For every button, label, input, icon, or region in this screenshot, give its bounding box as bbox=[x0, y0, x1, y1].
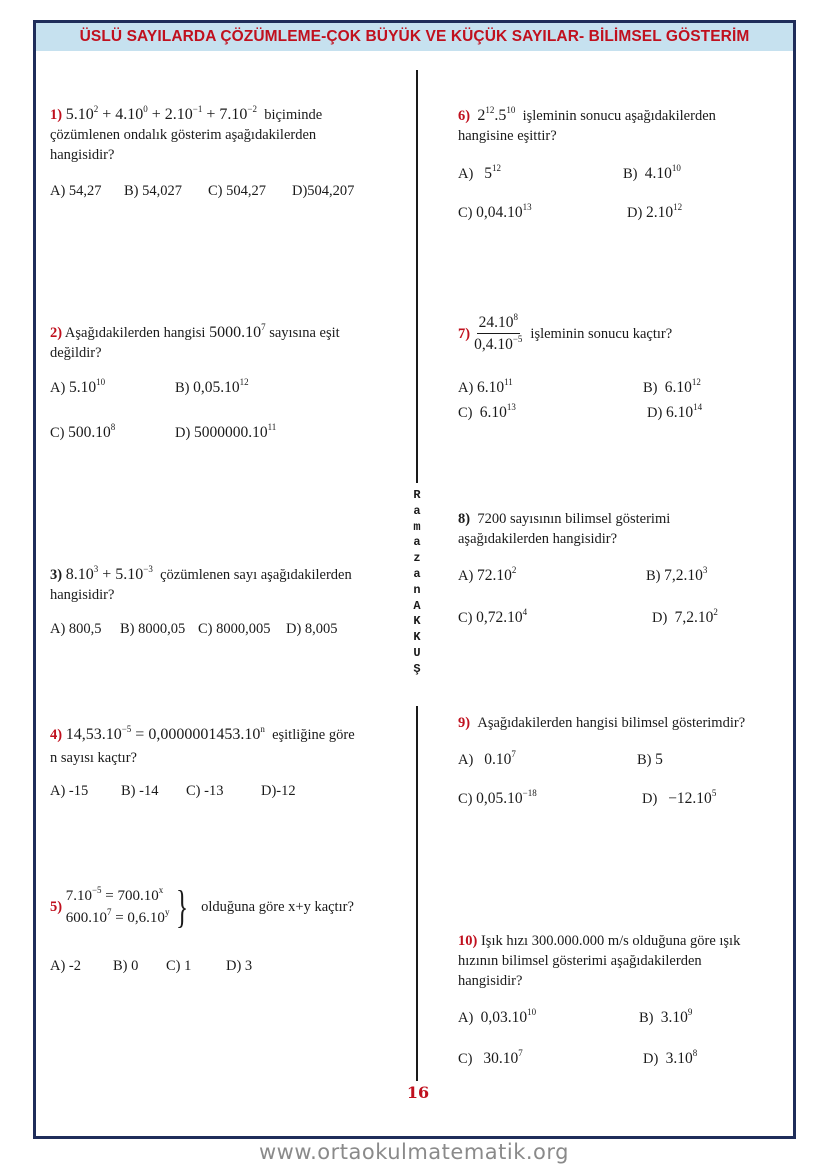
page-title: ÜSLÜ SAYILARDA ÇÖZÜMLEME-ÇOK BÜYÜK VE KÜÇÜK SAYILAR- BİLİMSEL GÖSTERİM bbox=[79, 28, 750, 45]
author-letter: R bbox=[413, 488, 421, 502]
question-5 bbox=[50, 881, 410, 932]
option-d[interactable]: D) 3 bbox=[226, 958, 253, 974]
question-text: değildir? bbox=[50, 345, 102, 361]
option-c[interactable]: C) 504,27 bbox=[208, 183, 266, 199]
question-3 bbox=[50, 565, 410, 605]
option-a[interactable]: A) -2 bbox=[50, 958, 82, 974]
option-c[interactable]: C) 500.10$^8$ bbox=[50, 422, 116, 441]
question-10 bbox=[458, 931, 798, 991]
question-number: 7) bbox=[458, 325, 471, 342]
author-letter: A bbox=[413, 598, 421, 613]
author-letter: n bbox=[413, 582, 421, 597]
option-d[interactable]: D) 6.10$^{14}$ bbox=[647, 402, 703, 421]
question-expression: $8.10^3 + 5.10^{-3}$ bbox=[65, 564, 153, 583]
question-number: 5) bbox=[50, 899, 63, 915]
option-d[interactable]: D) 3.10$^8$ bbox=[643, 1048, 698, 1067]
option-c[interactable]: C) 0,72.10$^4$ bbox=[458, 607, 528, 626]
question-text: çözümlenen ondalık gösterim aşağıdakilerden bbox=[50, 127, 317, 143]
column-divider-bottom bbox=[416, 706, 418, 1081]
footer-website[interactable]: www.ortaokulmatematik.org bbox=[258, 1140, 570, 1164]
author-letter: a bbox=[413, 535, 421, 550]
question-number: 10) bbox=[458, 933, 478, 949]
question-text: aşağıdakilerden hangisidir? bbox=[458, 531, 618, 547]
option-d[interactable]: D) 5000000.10$^{11}$ bbox=[175, 422, 277, 441]
question-expression: $14,53.10^{-5} = 0,0000001453.10^n$ bbox=[65, 724, 265, 743]
question-9 bbox=[458, 713, 798, 733]
question-text: n sayısı kaçtır? bbox=[50, 750, 137, 766]
option-a[interactable]: A) 0,03.10$^{10}$ bbox=[458, 1007, 537, 1026]
question-1 bbox=[50, 105, 410, 165]
question-number: 1) bbox=[50, 107, 63, 123]
question-number: 6) bbox=[458, 108, 471, 124]
author-letter: K bbox=[413, 630, 421, 645]
option-a[interactable]: A) -15 bbox=[50, 783, 89, 799]
title-band bbox=[36, 23, 793, 51]
question-expression: $2^{12}.5^{10}$ bbox=[477, 105, 516, 124]
option-d[interactable]: D) 7,2.10$^2$ bbox=[652, 607, 718, 626]
question-text: işleminin sonucu aşağıdakilerden bbox=[522, 108, 716, 124]
page-frame bbox=[33, 20, 796, 1139]
author-letter: a bbox=[413, 566, 421, 581]
option-b[interactable]: B) 8000,05 bbox=[120, 621, 186, 637]
question-text: hızının bilimsel gösterimi aşağıdakilerden bbox=[458, 953, 702, 969]
option-b[interactable]: B) 5 bbox=[637, 751, 663, 768]
option-d[interactable]: D)-12 bbox=[261, 783, 296, 799]
author-letter: Ş bbox=[413, 661, 421, 676]
option-c[interactable]: C) 30.10$^7$ bbox=[458, 1048, 523, 1067]
question-text: hangisidir? bbox=[50, 587, 115, 603]
question-expression: $5.10^2 + 4.10^0 + 2.10^{-1} + 7.10^{-2}$ bbox=[65, 104, 257, 123]
question-text: çözümlenen sayı aşağıdakilerden bbox=[160, 567, 352, 583]
option-b[interactable]: B) 54,027 bbox=[124, 183, 182, 199]
option-d[interactable]: D)504,207 bbox=[292, 183, 355, 199]
question-expression: 5000.10$^7$ bbox=[209, 322, 266, 341]
option-b[interactable]: B) 0,05.10$^{12}$ bbox=[175, 377, 249, 396]
option-d[interactable]: D) 2.10$^{12}$ bbox=[627, 202, 683, 221]
option-d[interactable]: D) $-12.10^5$ bbox=[642, 788, 717, 807]
question-text: 7200 sayısının bilimsel gösterimi bbox=[477, 511, 671, 527]
author-vertical-name bbox=[408, 488, 426, 678]
option-b[interactable]: B) 3.10$^9$ bbox=[639, 1007, 693, 1026]
question-4 bbox=[50, 725, 415, 768]
question-number: 8) bbox=[458, 511, 471, 527]
page-number: 16 bbox=[406, 1083, 430, 1102]
option-a[interactable]: A) $5^{12}$ bbox=[458, 163, 501, 182]
option-a[interactable]: A) 72.10$^2$ bbox=[458, 565, 517, 584]
question-7 bbox=[458, 313, 788, 354]
option-a[interactable]: A) 800,5 bbox=[50, 621, 102, 637]
option-a[interactable]: A) 54,27 bbox=[50, 183, 102, 199]
question-text: eşitliğine göre bbox=[272, 727, 355, 743]
question-2 bbox=[50, 323, 410, 363]
option-c[interactable]: C) 1 bbox=[166, 958, 192, 974]
option-c[interactable]: C) -13 bbox=[186, 783, 224, 799]
option-c[interactable]: C) $0,05.10^{-18}$ bbox=[458, 788, 537, 807]
question-text: Işık hızı 300.000.000 m/s olduğuna göre ışık bbox=[480, 933, 741, 949]
question-text: hangisidir? bbox=[50, 147, 115, 163]
question-text: hangisidir? bbox=[458, 973, 523, 989]
option-b[interactable]: B) -14 bbox=[121, 783, 159, 799]
equation-system: $7.10^{-5} = 700.10^x$ $600.10^7 = 0,6.10^y$ } bbox=[65, 881, 189, 932]
question-number: 3) bbox=[50, 567, 63, 583]
question-number: 9) bbox=[458, 715, 471, 731]
question-8 bbox=[458, 509, 788, 549]
author-letter: U bbox=[413, 645, 421, 660]
question-text: işleminin sonucu kaçtır? bbox=[530, 325, 673, 342]
author-letter: K bbox=[413, 614, 421, 629]
question-text: hangisine eşittir? bbox=[458, 128, 557, 144]
option-c[interactable]: C) 0,04.10$^{13}$ bbox=[458, 202, 532, 221]
option-a[interactable]: A) 5.10$^{10}$ bbox=[50, 377, 106, 396]
option-b[interactable]: B) 0 bbox=[113, 958, 139, 974]
option-b[interactable]: B) 6.10$^{12}$ bbox=[643, 377, 701, 396]
option-c[interactable]: C) 6.10$^{13}$ bbox=[458, 402, 516, 421]
option-a[interactable]: A) 6.10$^{11}$ bbox=[458, 377, 513, 396]
option-c[interactable]: C) 8000,005 bbox=[198, 621, 271, 637]
option-b[interactable]: B) 7,2.10$^3$ bbox=[646, 565, 708, 584]
question-number: 4) bbox=[50, 727, 63, 743]
right-brace-icon: } bbox=[176, 881, 189, 932]
option-d[interactable]: D) 8,005 bbox=[286, 621, 338, 637]
question-text: olduğuna göre x+y kaçtır? bbox=[201, 899, 354, 915]
question-number: 2) bbox=[50, 325, 63, 341]
option-a[interactable]: A) 0.10$^7$ bbox=[458, 749, 516, 768]
question-6 bbox=[458, 106, 788, 146]
author-letter: z bbox=[413, 551, 421, 566]
question-text: Aşağıdakilerden hangisi bilimsel gösterimdir? bbox=[477, 715, 746, 731]
fraction-expression: $\frac{24.10^8}{0,4.10^{-5}}$ bbox=[474, 312, 523, 353]
question-text: biçiminde bbox=[264, 107, 323, 123]
column-divider-top bbox=[416, 70, 418, 483]
question-text: Aşağıdakilerden hangisi bbox=[64, 325, 206, 341]
author-letter: m bbox=[413, 519, 421, 534]
author-letter: a bbox=[413, 503, 421, 518]
question-text: sayısına eşit bbox=[269, 325, 340, 341]
option-b[interactable]: B) 4.10$^{10}$ bbox=[623, 163, 681, 182]
